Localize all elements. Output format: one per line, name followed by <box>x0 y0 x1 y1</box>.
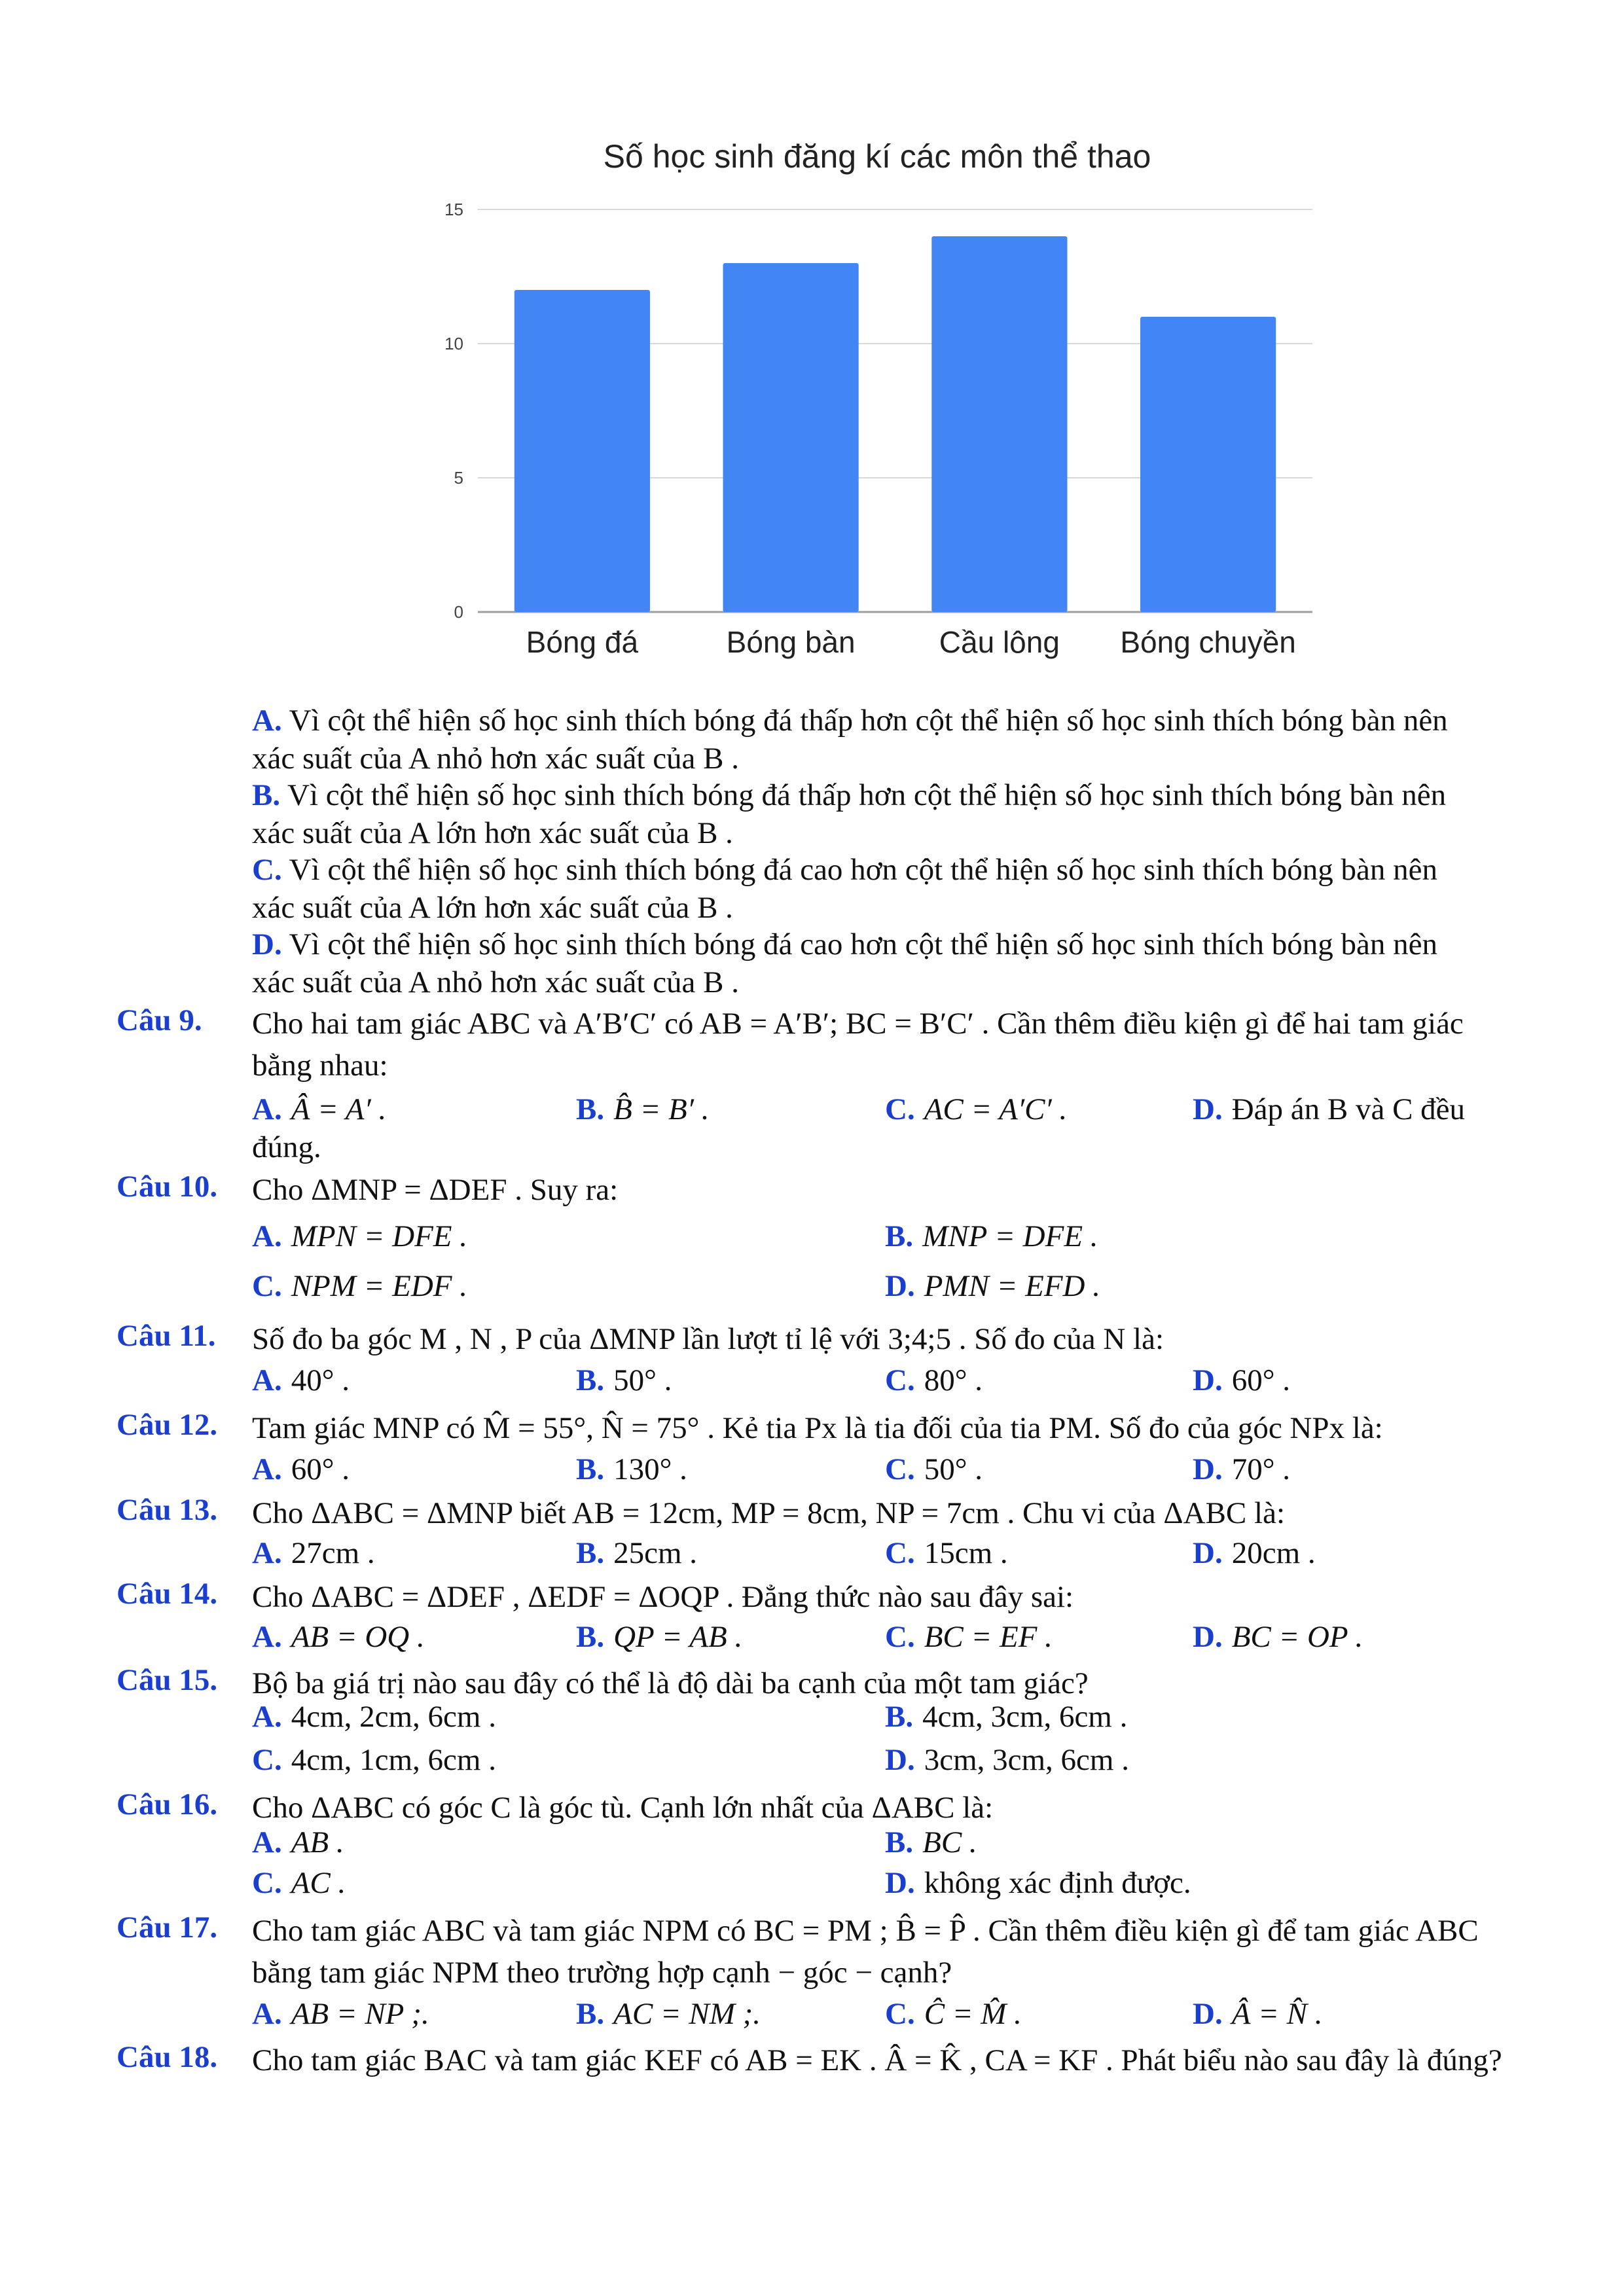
q17-option-d[interactable]: D. Â = N̂ . <box>1193 1997 1323 2031</box>
option-text: 70° . <box>1231 1452 1290 1486</box>
q17-option-c[interactable]: C. Ĉ = M̂ . <box>885 1997 1022 2031</box>
question-text: Cho ΔABC có góc C là góc tù. Cạnh lớn nhất của ΔABC là: <box>252 1791 994 1825</box>
q10-option-b[interactable]: B. MNP = DFE . <box>885 1219 1098 1253</box>
option-text: Vì cột thể hiện số học sinh thích bóng đá cao hơn cột thể hiện số học sinh thích bóng bàn nên <box>289 853 1437 887</box>
q16-option-a[interactable]: A. AB . <box>252 1825 344 1859</box>
chart-title: Số học sinh đăng kí các môn thể thao <box>603 138 1151 175</box>
option-text: 20cm . <box>1231 1536 1316 1570</box>
option-text: 80° . <box>924 1363 983 1397</box>
q9-option-a[interactable]: A. Â = A′ . <box>252 1092 387 1126</box>
option-text: 50° . <box>613 1363 672 1397</box>
bar-chart-svg <box>419 131 1322 681</box>
question-17 <box>117 1910 1519 1994</box>
option-text: 4cm, 2cm, 6cm . <box>291 1700 496 1734</box>
option-text: Ĉ = M̂ . <box>924 1997 1022 2031</box>
q10-option-a[interactable]: A. MPN = DFE . <box>252 1219 467 1253</box>
bar-2 <box>723 263 859 612</box>
q11-option-c[interactable]: C. 80° . <box>885 1363 983 1397</box>
q15-option-b[interactable]: B. 4cm, 3cm, 6cm . <box>885 1700 1128 1734</box>
q8-option-c[interactable] <box>252 851 1519 927</box>
option-text: Vì cột thể hiện số học sinh thích bóng đá cao hơn cột thể hiện số học sinh thích bóng bàn nên <box>289 927 1437 961</box>
q10-option-d[interactable]: D. PMN = EFD . <box>885 1269 1100 1303</box>
q16-option-c[interactable]: C. AC . <box>252 1866 346 1900</box>
question-text: Cho tam giác BAC và tam giác KEF có AB = EK . Â = K̂ , CA = KF . Phát biểu nào sau đây là đúng? <box>252 2043 1502 2077</box>
question-label: Câu 9. <box>117 1003 202 1037</box>
option-text: 4cm, 1cm, 6cm . <box>291 1743 496 1777</box>
question-text: Cho ΔMNP = ΔDEF . Suy ra: <box>252 1173 619 1207</box>
question-text: Cho ΔABC = ΔMNP biết AB = 12cm, MP = 8cm, NP = 7cm . Chu vi của ΔABC là: <box>252 1496 1286 1530</box>
option-text: AB = NP ;. <box>291 1997 429 2031</box>
q13-option-d[interactable]: D. 20cm . <box>1193 1536 1316 1570</box>
option-text: QP = AB . <box>613 1620 743 1654</box>
option-text: BC = EF . <box>924 1620 1053 1654</box>
option-text: AB . <box>291 1825 344 1859</box>
option-label: A. <box>252 704 282 738</box>
q16-option-d[interactable]: D. không xác định được. <box>885 1866 1191 1900</box>
question-text: Cho tam giác ABC và tam giác NPM có BC = PM ; B̂ = P̂ . Cần thêm điều kiện gì để tam giác ABC bằng tam giác NPM theo trường hợp cạnh − góc − cạnh? <box>252 1914 1479 1990</box>
option-text-line2: xác suất của A lớn hơn xác suất của B . <box>252 891 733 925</box>
q11-option-d[interactable]: D. 60° . <box>1193 1363 1290 1397</box>
option-text: BC = OP . <box>1231 1620 1363 1654</box>
q14-option-c[interactable]: C. BC = EF . <box>885 1620 1053 1654</box>
q8-option-a[interactable] <box>252 702 1519 778</box>
option-text: MNP = DFE . <box>922 1219 1098 1253</box>
q13-option-a[interactable]: A. 27cm . <box>252 1536 375 1570</box>
question-label: Câu 10. <box>117 1170 218 1204</box>
q16-option-b[interactable]: B. BC . <box>885 1825 977 1859</box>
option-text: 60° . <box>291 1452 350 1486</box>
q12-option-b[interactable]: B. 130° . <box>576 1452 687 1486</box>
question-text: Bộ ba giá trị nào sau đây có thể là độ dài ba cạnh của một tam giác? <box>252 1666 1089 1700</box>
question-18 <box>117 2039 1519 2081</box>
option-text: Vì cột thể hiện số học sinh thích bóng đá thấp hơn cột thể hiện số học sinh thích bóng bàn nên <box>289 704 1448 738</box>
option-label: C. <box>252 853 282 887</box>
option-text: 25cm . <box>613 1536 698 1570</box>
question-label: Câu 18. <box>117 2040 218 2074</box>
question-11 <box>117 1318 1519 1360</box>
y-tick-label: 10 <box>444 334 463 353</box>
option-text: Â = A′ . <box>291 1092 387 1126</box>
question-13 <box>117 1492 1519 1534</box>
option-label: B. <box>252 778 281 812</box>
question-text: Tam giác MNP có M̂ = 55°, N̂ = 75° . Kẻ tia Px là tia đối của tia PM. Số đo của góc NPx là: <box>252 1411 1383 1445</box>
q15-option-c[interactable]: C. 4cm, 1cm, 6cm . <box>252 1743 496 1777</box>
question-label: Câu 16. <box>117 1787 218 1821</box>
q14-option-d[interactable]: D. BC = OP . <box>1193 1620 1363 1654</box>
option-text: Vì cột thể hiện số học sinh thích bóng đá thấp hơn cột thể hiện số học sinh thích bóng bàn nên <box>287 778 1447 812</box>
option-text: 3cm, 3cm, 6cm . <box>924 1743 1129 1777</box>
question-text: Số đo ba góc M , N , P của ΔMNP lần lượt tỉ lệ với 3;4;5 . Số đo của N là: <box>252 1322 1164 1356</box>
q9-option-c[interactable]: C. AC = A′C′ . <box>885 1092 1068 1126</box>
q17-option-a[interactable]: A. AB = NP ;. <box>252 1997 429 2031</box>
option-text: 15cm . <box>924 1536 1008 1570</box>
question-text: Cho ΔABC = ΔDEF , ΔEDF = ΔOQP . Đẳng thức nào sau đây sai: <box>252 1580 1074 1614</box>
question-label: Câu 17. <box>117 1910 218 1945</box>
question-label: Câu 15. <box>117 1663 218 1697</box>
y-tick-label: 5 <box>454 468 463 488</box>
x-category-label: Bóng bàn <box>726 625 856 659</box>
option-text: Â = N̂ . <box>1231 1997 1323 2031</box>
option-text: AC = NM ;. <box>613 1997 761 2031</box>
option-text: 50° . <box>924 1452 983 1486</box>
option-label: D. <box>252 927 282 961</box>
bar-4 <box>1140 317 1276 612</box>
q10-option-c[interactable]: C. NPM = EDF . <box>252 1269 467 1303</box>
q14-option-b[interactable]: B. QP = AB . <box>576 1620 743 1654</box>
option-text: 40° . <box>291 1363 350 1397</box>
option-text: 130° . <box>613 1452 687 1486</box>
x-category-label: Bóng chuyền <box>1120 625 1296 659</box>
x-category-label: Bóng đá <box>526 625 639 659</box>
option-text: MPN = DFE . <box>291 1219 467 1253</box>
bar-1 <box>514 290 650 612</box>
option-text: Đáp án B và C đều <box>1231 1092 1466 1126</box>
option-text: PMN = EFD . <box>924 1269 1100 1303</box>
question-15 <box>117 1662 1519 1704</box>
question-label: Câu 11. <box>117 1319 216 1353</box>
q17-option-b[interactable]: B. AC = NM ;. <box>576 1997 761 2031</box>
q8-option-d[interactable] <box>252 925 1519 1001</box>
option-text-line2: xác suất của A nhỏ hơn xác suất của B . <box>252 965 740 999</box>
option-text: AB = OQ . <box>291 1620 425 1654</box>
q13-option-b[interactable]: B. 25cm . <box>576 1536 698 1570</box>
q11-option-a[interactable]: A. 40° . <box>252 1363 350 1397</box>
question-label: Câu 12. <box>117 1408 218 1442</box>
question-label: Câu 14. <box>117 1577 218 1611</box>
q14-option-a[interactable]: A. AB = OQ . <box>252 1620 425 1654</box>
option-text: AC = A′C′ . <box>924 1092 1068 1126</box>
q12-option-a[interactable]: A. 60° . <box>252 1452 350 1486</box>
option-text-line2: xác suất của A nhỏ hơn xác suất của B . <box>252 742 740 776</box>
q12-option-d[interactable]: D. 70° . <box>1193 1452 1290 1486</box>
option-text: không xác định được. <box>924 1866 1191 1900</box>
q13-option-c[interactable]: C. 15cm . <box>885 1536 1008 1570</box>
question-14 <box>117 1576 1519 1618</box>
option-text: NPM = EDF . <box>291 1269 467 1303</box>
question-label: Câu 13. <box>117 1493 218 1527</box>
question-12 <box>117 1407 1519 1449</box>
q9-option-d[interactable]: D. Đáp án B và C đều <box>1193 1092 1466 1126</box>
x-category-label: Cầu lông <box>939 625 1060 659</box>
y-tick-label: 15 <box>444 200 463 219</box>
question-10 <box>117 1169 1519 1211</box>
option-text-line2: xác suất của A lớn hơn xác suất của B . <box>252 816 733 850</box>
question-text: Cho hai tam giác ABC và A′B′C′ có AB = A′B′; BC = B′C′ . Cần thêm điều kiện gì để hai tam giác bằng nhau: <box>252 1007 1464 1083</box>
q9-option-b[interactable]: B. B̂ = B′ . <box>576 1092 710 1126</box>
option-text: B̂ = B′ . <box>613 1092 710 1126</box>
option-text: AC . <box>291 1866 346 1900</box>
q15-option-d[interactable]: D. 3cm, 3cm, 6cm . <box>885 1743 1129 1777</box>
q8-option-b[interactable] <box>252 776 1519 852</box>
q11-option-b[interactable]: B. 50° . <box>576 1363 672 1397</box>
y-tick-label: 0 <box>454 602 463 622</box>
bar-chart <box>419 131 1322 681</box>
option-text: 60° . <box>1231 1363 1290 1397</box>
q12-option-c[interactable]: C. 50° . <box>885 1452 983 1486</box>
question-9 <box>117 1003 1519 1086</box>
bar-3 <box>931 236 1067 612</box>
option-text: 4cm, 3cm, 6cm . <box>922 1700 1128 1734</box>
question-16 <box>117 1787 1519 1829</box>
option-text: BC . <box>922 1825 977 1859</box>
q15-option-a[interactable]: A. 4cm, 2cm, 6cm . <box>252 1700 496 1734</box>
option-text: 27cm . <box>291 1536 375 1570</box>
q9-option-d-continued: đúng. <box>252 1130 321 1164</box>
